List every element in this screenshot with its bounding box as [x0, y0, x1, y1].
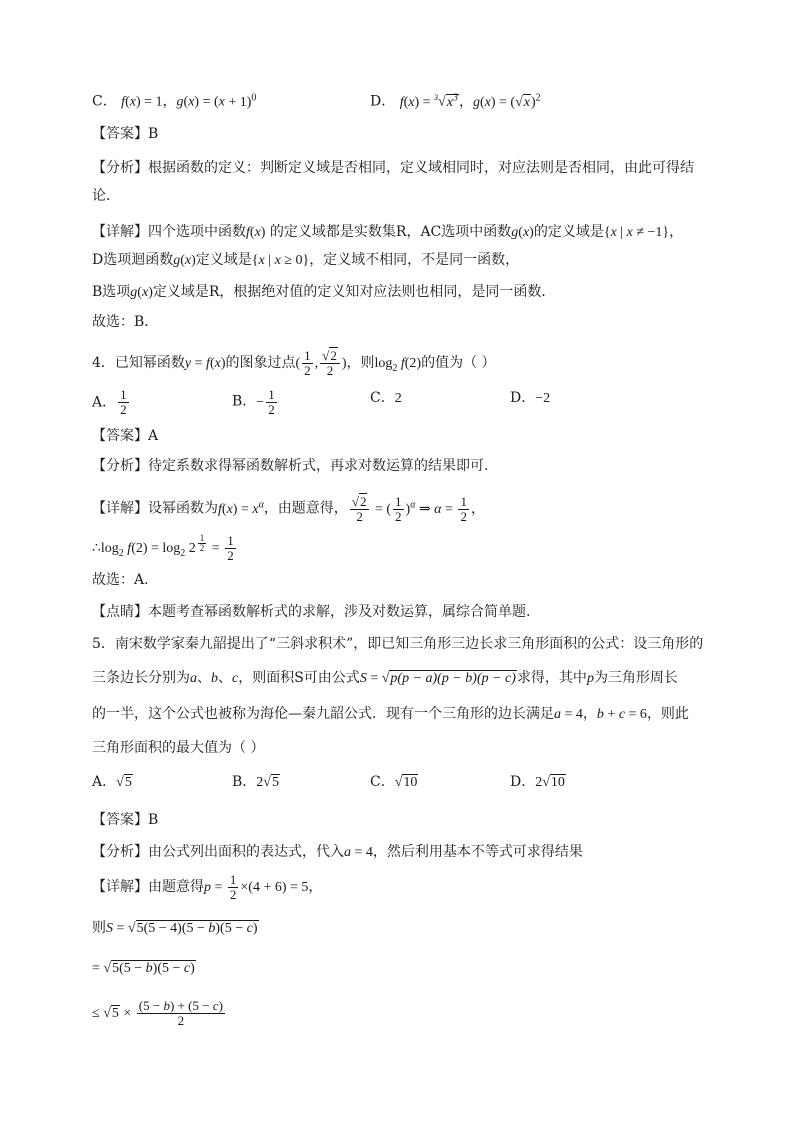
option-value: −2 — [535, 391, 551, 406]
text: ，则此 — [646, 706, 689, 722]
option-expression: $f(x) = ^3√x^3$，$g(x) = (√x)^2$ — [399, 92, 541, 110]
q4-option-d — [510, 388, 550, 409]
text: 【详解】由题意得 — [92, 879, 204, 895]
q4-option-c — [370, 388, 402, 409]
text: 三条边长分别为 — [92, 670, 190, 686]
math: b + c = 6 — [596, 707, 647, 722]
option-value: √10 — [394, 775, 418, 790]
text: ，定义域不相同，不是同一函数， — [309, 252, 520, 268]
text: D选项迴函数 — [92, 252, 174, 268]
math: = √5(5 − b)(5 − c) — [92, 961, 195, 976]
text: 【详解】设幂函数为 — [92, 500, 218, 517]
math: $\frac{√2}{2}$ = ( $\frac{1}{2}$ )$^\alpha$ ⇒ α = $\frac{1}{2}$ ， — [351, 493, 485, 524]
q4-choose: 故选：A． — [92, 572, 159, 588]
math: a = 4 — [344, 845, 373, 860]
q4-detail-math — [92, 528, 238, 569]
math: $\therefore\log_2$ $f(2) = \log_2 2$ $^{\frac{1}{2}}$ = $\frac{1}{2}$ — [92, 532, 234, 563]
option-value: $\frac{1}{2}$ — [120, 387, 127, 417]
q5-stem-line-3: 的一半，这个公式也被称为海伦—秦九韶公式．现有一个三角形的边长满足a = 4，b + c = 6，则此 — [92, 706, 689, 722]
option-label: A． — [92, 774, 117, 790]
math: a — [190, 671, 197, 686]
option-label: C． — [92, 93, 117, 110]
q5-option-c — [370, 772, 418, 793]
math: ( $\frac{1}{2}$ , $\frac{√2}{2}$ ) — [295, 348, 347, 379]
q5-detail-step-3 — [92, 996, 227, 1031]
option-expression: f(x) = 1，$g(x) = (x + 1)^0$ — [121, 92, 257, 110]
option-value: − $\frac{1}{2}$ — [256, 387, 275, 417]
text: 为三角形周长 — [593, 670, 678, 686]
text: 【详解】四个选项中函数 — [92, 224, 246, 240]
text: 的一半，这个公式也被称为海伦—秦九韶公式．现有一个三角形的边长满足 — [92, 706, 554, 722]
text: ，则 — [346, 355, 375, 371]
q5-option-b — [232, 772, 280, 793]
q5-detail-step-1 — [92, 918, 259, 939]
text: 的值为（ ） — [421, 355, 496, 371]
q5-option-a — [92, 772, 133, 793]
text: 的图象过点 — [225, 355, 296, 371]
text: 定义域是R，根据绝对值的定义知对应法则也相同，是同一函数． — [152, 284, 556, 300]
q4-detail — [92, 490, 485, 525]
q5-stem-line-1: 5．南宋数学家秦九韶提出了“三斜求积术”，即已知三角形三边长求三角形面积的公式：设三角形的 — [92, 636, 704, 652]
q4-comment: 【点睛】本题考查幂函数解析式的求解，涉及对数运算，属综合简单题. — [92, 604, 531, 620]
q3-analysis: 【分析】根据函数的定义：判断定义域是否相同，定义域相同时，对应法则是否相同，由此可得结 — [92, 160, 694, 176]
math: S = √5(5 − 4)(5 − b)(5 − c) — [106, 921, 258, 936]
q5-stem-line-4: 三角形面积的最大值为（ ） — [92, 740, 265, 756]
math: S = √p(p − a)(p − b)(p − c) — [359, 671, 516, 686]
option-label: D． — [510, 390, 536, 406]
q3-option-d — [370, 88, 541, 113]
text: 定义域是 — [195, 252, 252, 268]
q3-detail-line-1: 【详解】四个选项中函数f(x) 的定义域都是实数集R，AC选项中函数g(x)的定义域是{x | x ≠ −1}， — [92, 224, 684, 240]
q4-stem — [92, 348, 496, 384]
math: g(x) — [130, 285, 153, 300]
option-label: B． — [232, 393, 257, 410]
q5-stem-line-2: 三条边长分别为a、b、c，则面积S可由公式S = √p(p − a)(p − b)(p − c)求得，其中p为三角形周长 — [92, 670, 678, 686]
option-value: 2√5 — [256, 775, 279, 790]
option-label: D． — [370, 93, 396, 110]
q4-option-b — [232, 388, 279, 417]
math: b — [211, 671, 218, 686]
math: g(x) — [511, 225, 534, 240]
text: 求得，其中 — [516, 670, 587, 686]
math: c — [232, 671, 239, 686]
text: 的定义域是 — [533, 224, 604, 240]
text: ，然后利用基本不等式可求得结果 — [372, 844, 583, 860]
math: p = $\frac{1}{2}$ ×(4 + 6) = 5 — [204, 872, 309, 903]
q4-option-a — [92, 388, 131, 417]
option-value: √5 — [116, 775, 132, 790]
q3-detail-line-2 — [92, 250, 519, 271]
q5-detail-step-2 — [92, 958, 196, 979]
math: p — [586, 671, 594, 686]
text: 的定义域都是实数集R，AC选项中函数 — [269, 224, 512, 240]
option-label: C． — [370, 390, 395, 406]
q5-option-d — [510, 772, 566, 793]
math: {x | x ≥ 0} — [251, 253, 310, 268]
math: g(x) — [173, 253, 196, 268]
text: 4．已知幂函数 — [92, 355, 185, 371]
q3-detail-line-3 — [92, 282, 555, 303]
option-label: D． — [510, 774, 536, 790]
text: ，由题意得， — [263, 500, 348, 517]
text: ，则面积S可由公式 — [238, 670, 360, 686]
text: B选项 — [92, 284, 131, 300]
option-value: 2 — [394, 391, 402, 406]
math: $\log_2 f(2)$ — [374, 356, 422, 374]
option-label: A． — [92, 394, 117, 411]
q3-analysis-cont: 论． — [92, 188, 120, 204]
option-label: B． — [232, 774, 257, 790]
text: 【分析】由公式列出面积的表达式，代入 — [92, 844, 344, 860]
q5-detail: 【详解】由题意得p = $\frac{1}{2}$ ×(4 + 6) = 5， — [92, 872, 323, 903]
q3-answer: 【答案】B — [92, 126, 159, 142]
q5-answer: 【答案】B — [92, 812, 159, 828]
math: $f(x) = x^\alpha$ — [218, 499, 264, 517]
text: 则 — [92, 920, 106, 936]
math: ≤ √5 × $\frac{(5 - b) + (5 - c)}{2}$ — [92, 998, 223, 1029]
option-value: 2√10 — [535, 775, 565, 790]
math: a = 4 — [554, 707, 583, 722]
math: {x | x ≠ −1} — [603, 225, 670, 240]
option-label: C． — [370, 774, 395, 790]
q5-analysis — [92, 842, 583, 863]
math: f(x) — [246, 225, 266, 240]
q4-answer: 【答案】A — [92, 428, 159, 444]
q4-analysis: 【分析】待定系数求得幂函数解析式，再求对数运算的结果即可. — [92, 458, 489, 474]
q3-choose: 故选：B． — [92, 314, 159, 330]
q3-option-c — [92, 88, 256, 113]
math: y = f(x) — [184, 356, 226, 371]
